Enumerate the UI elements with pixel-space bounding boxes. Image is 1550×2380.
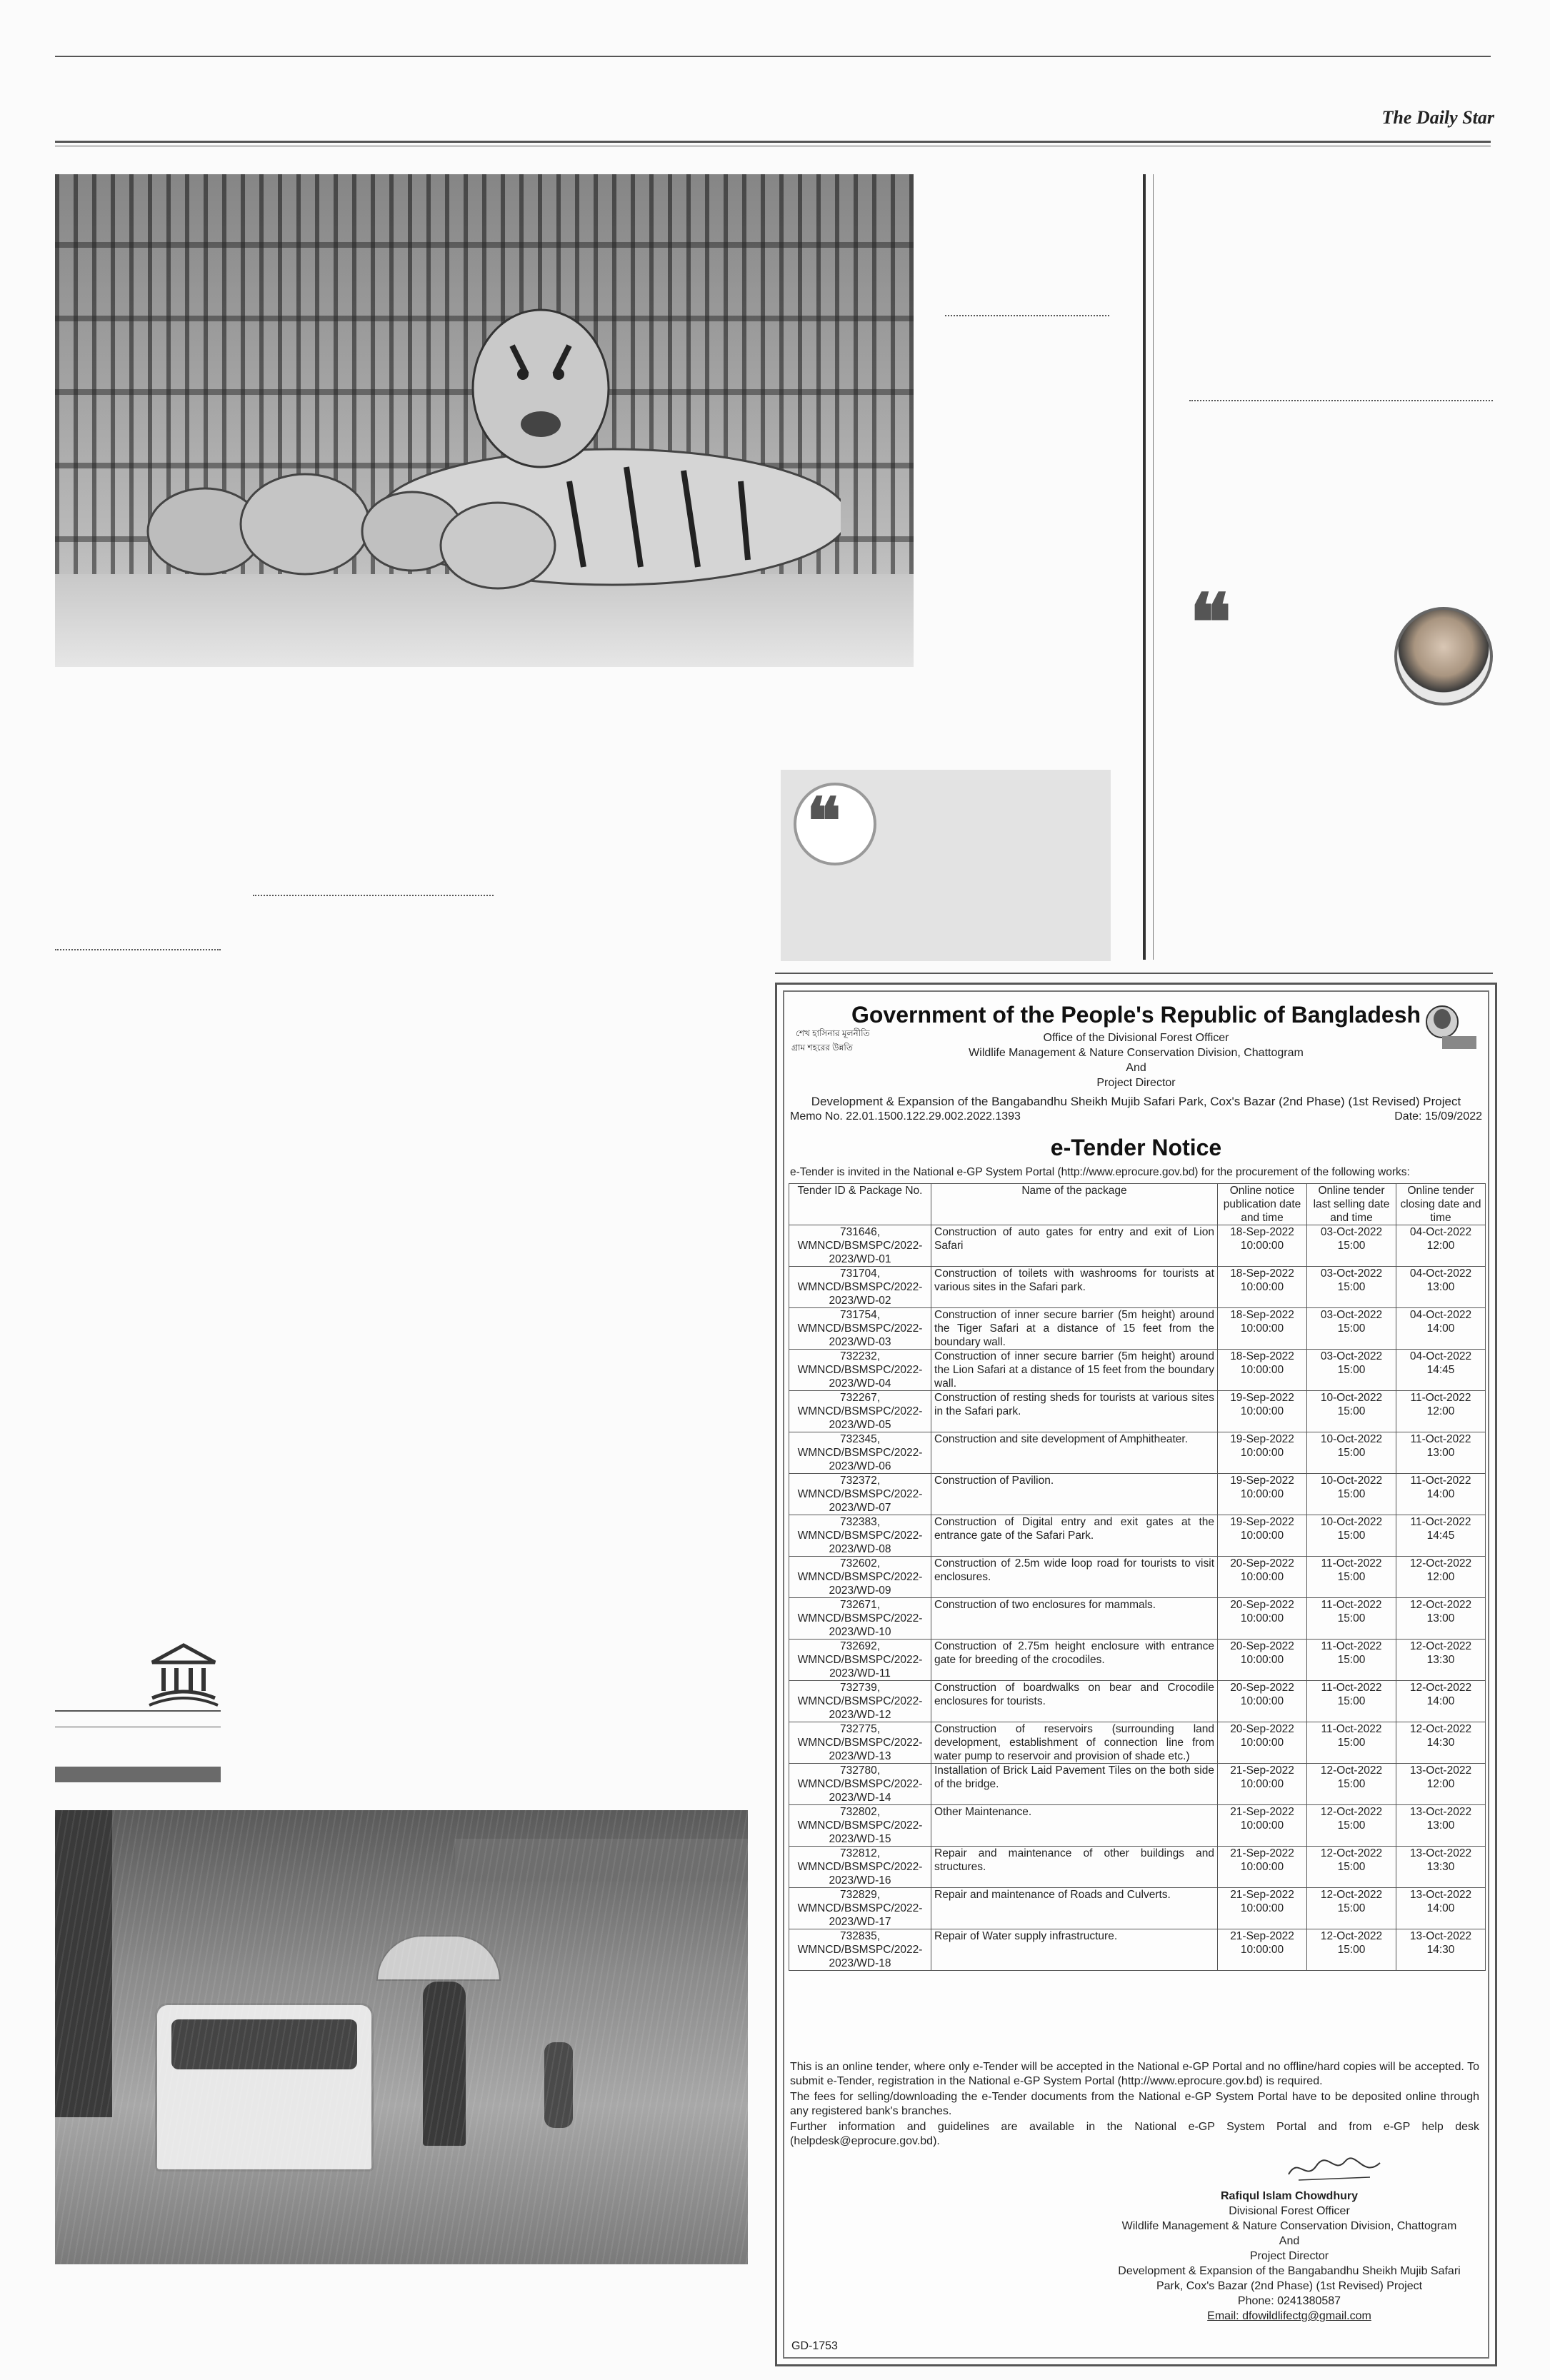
dotted-rule xyxy=(55,949,221,950)
tender-table-header xyxy=(789,1184,1486,1225)
signatory-title: Divisional Forest Officer xyxy=(1229,2205,1350,2217)
package-name: Repair and maintenance of other buildings and structures. xyxy=(931,1847,1218,1888)
closing-date: 11-Oct-2022 13:00 xyxy=(1396,1432,1486,1474)
closing-date: 11-Oct-2022 14:00 xyxy=(1396,1474,1486,1515)
package-name: Construction of 2.5m wide loop road for tourists to visit enclosures. xyxy=(931,1557,1218,1598)
package-name: Construction of boardwalks on bear and Crocodile enclosures for tourists. xyxy=(931,1681,1218,1722)
tender-notice xyxy=(775,983,1497,2366)
notice-government: Government of the People's Republic of Bangladesh xyxy=(851,1002,1421,1028)
bank-icon xyxy=(146,1641,221,1707)
publication-date: 21-Sep-2022 10:00:00 xyxy=(1218,1929,1307,1971)
tender-id: 732812, WMNCD/BSMSPC/2022-2023/WD-16 xyxy=(789,1847,931,1888)
tender-id: 732383, WMNCD/BSMSPC/2022-2023/WD-08 xyxy=(789,1515,931,1557)
publication-date: 21-Sep-2022 10:00:00 xyxy=(1218,1805,1307,1847)
publication-date: 18-Sep-2022 10:00:00 xyxy=(1218,1308,1307,1350)
tender-id: 732739, WMNCD/BSMSPC/2022-2023/WD-12 xyxy=(789,1681,931,1722)
column-divider xyxy=(1143,174,1146,960)
closing-date: 12-Oct-2022 12:00 xyxy=(1396,1557,1486,1598)
selling-date: 12-Oct-2022 15:00 xyxy=(1307,1805,1396,1847)
tender-id: 732232, WMNCD/BSMSPC/2022-2023/WD-04 xyxy=(789,1350,931,1391)
bangla-slogan-2: গ্রাম শহরের উন্নতি xyxy=(791,1043,853,1053)
table-row xyxy=(789,1598,1486,1640)
closing-date: 04-Oct-2022 14:45 xyxy=(1396,1350,1486,1391)
notice-office: Office of the Divisional Forest Officer xyxy=(1043,1032,1229,1044)
table-row xyxy=(789,1888,1486,1929)
selling-date: 03-Oct-2022 15:00 xyxy=(1307,1225,1396,1267)
closing-date: 13-Oct-2022 14:30 xyxy=(1396,1929,1486,1971)
header-id: Tender ID & Package No. xyxy=(789,1184,931,1225)
tender-id: 731704, WMNCD/BSMSPC/2022-2023/WD-02 xyxy=(789,1267,931,1308)
closing-date: 11-Oct-2022 14:45 xyxy=(1396,1515,1486,1557)
package-name: Repair and maintenance of Roads and Culverts. xyxy=(931,1888,1218,1929)
notice-project: Development & Expansion of the Bangabandhu Sheikh Mujib Safari Park, Cox's Bazar (2nd Phase) (1st Revised) Project xyxy=(811,1095,1461,1108)
table-row xyxy=(789,1847,1486,1888)
closing-date: 12-Oct-2022 13:30 xyxy=(1396,1640,1486,1681)
notice-footnote-1: This is an online tender, where only e-Tender will be accepted in the National e-GP Portal and no offline/hard copies will be accepted. To submit e-Tender, registration in the National e-GP System Portal (http://www.eprocure.gov.bd) is required. xyxy=(790,2061,1479,2087)
tender-id: 732835, WMNCD/BSMSPC/2022-2023/WD-18 xyxy=(789,1929,931,1971)
tender-table-body xyxy=(789,1225,1486,1971)
selling-date: 03-Oct-2022 15:00 xyxy=(1307,1350,1396,1391)
notice-division: Wildlife Management & Nature Conservation Division, Chattogram xyxy=(969,1047,1304,1059)
tender-id: 732692, WMNCD/BSMSPC/2022-2023/WD-11 xyxy=(789,1640,931,1681)
header-closing: Online tender closing date and time xyxy=(1396,1184,1486,1225)
tiger-photo xyxy=(55,174,914,667)
notice-intro: e-Tender is invited in the National e-GP System Portal (http://www.eprocure.gov.bd) for the procurement of the following works: xyxy=(790,1166,1410,1178)
selling-date: 12-Oct-2022 15:00 xyxy=(1307,1929,1396,1971)
publication-date: 18-Sep-2022 10:00:00 xyxy=(1218,1350,1307,1391)
columnist-avatar xyxy=(1394,607,1493,706)
selling-date: 11-Oct-2022 15:00 xyxy=(1307,1640,1396,1681)
selling-date: 12-Oct-2022 15:00 xyxy=(1307,1764,1396,1805)
closing-date: 13-Oct-2022 12:00 xyxy=(1396,1764,1486,1805)
tender-id: 732802, WMNCD/BSMSPC/2022-2023/WD-15 xyxy=(789,1805,931,1847)
quote-icon: ❝ xyxy=(806,787,841,858)
signatory-pd: Project Director xyxy=(1249,2250,1329,2262)
notice-memo: Memo No. 22.01.1500.122.29.002.2022.1393 xyxy=(790,1110,1021,1123)
selling-date: 03-Oct-2022 15:00 xyxy=(1307,1308,1396,1350)
table-row xyxy=(789,1474,1486,1515)
publication-date: 20-Sep-2022 10:00:00 xyxy=(1218,1722,1307,1764)
quote-icon: ❝ xyxy=(1189,580,1232,667)
header-name: Name of the package xyxy=(931,1184,1218,1225)
notice-heading: e-Tender Notice xyxy=(1050,1135,1222,1160)
tender-id: 732602, WMNCD/BSMSPC/2022-2023/WD-09 xyxy=(789,1557,931,1598)
package-name: Construction of toilets with washrooms for tourists at various sites in the Safari park. xyxy=(931,1267,1218,1308)
quote-bubble xyxy=(794,783,876,865)
selling-date: 10-Oct-2022 15:00 xyxy=(1307,1474,1396,1515)
package-name: Construction of inner secure barrier (5m height) around the Tiger Safari at a distance of 15 feet from the boundary wall. xyxy=(931,1308,1218,1350)
closing-date: 11-Oct-2022 12:00 xyxy=(1396,1391,1486,1432)
notice-date: Date: 15/09/2022 xyxy=(1394,1110,1482,1123)
publication-date: 19-Sep-2022 10:00:00 xyxy=(1218,1432,1307,1474)
publication-date: 20-Sep-2022 10:00:00 xyxy=(1218,1681,1307,1722)
tender-id: 732345, WMNCD/BSMSPC/2022-2023/WD-06 xyxy=(789,1432,931,1474)
tender-id: 732780, WMNCD/BSMSPC/2022-2023/WD-14 xyxy=(789,1764,931,1805)
pull-quote-box xyxy=(781,770,1111,961)
publication-date: 20-Sep-2022 10:00:00 xyxy=(1218,1557,1307,1598)
notice-and: And xyxy=(1126,1062,1146,1074)
package-name: Construction of Pavilion. xyxy=(931,1474,1218,1515)
rain-photo xyxy=(55,1810,748,2264)
selling-date: 11-Oct-2022 15:00 xyxy=(1307,1722,1396,1764)
signatory-block xyxy=(1104,2189,1475,2324)
signatory-and: And xyxy=(1279,2235,1300,2247)
closing-date: 12-Oct-2022 13:00 xyxy=(1396,1598,1486,1640)
selling-date: 11-Oct-2022 15:00 xyxy=(1307,1557,1396,1598)
publication-date: 20-Sep-2022 10:00:00 xyxy=(1218,1598,1307,1640)
package-name: Construction of inner secure barrier (5m height) around the Lion Safari at a distance of 15 feet from the boundary wall. xyxy=(931,1350,1218,1391)
closing-date: 04-Oct-2022 12:00 xyxy=(1396,1225,1486,1267)
masthead: The Daily Star xyxy=(1381,107,1494,128)
dotted-rule xyxy=(1189,400,1493,401)
table-row xyxy=(789,1391,1486,1432)
signatory-division: Wildlife Management & Nature Conservation Division, Chattogram xyxy=(1121,2220,1457,2232)
sidebar-rule xyxy=(55,1710,221,1712)
selling-date: 12-Oct-2022 15:00 xyxy=(1307,1888,1396,1929)
publication-date: 20-Sep-2022 10:00:00 xyxy=(1218,1640,1307,1681)
publication-date: 21-Sep-2022 10:00:00 xyxy=(1218,1764,1307,1805)
notice-footnote-3: Further information and guidelines are available in the National e-GP System Portal and from e-GP help desk (helpdesk@eprocure.gov.bd). xyxy=(790,2121,1479,2147)
table-row xyxy=(789,1929,1486,1971)
closing-date: 04-Oct-2022 13:00 xyxy=(1396,1267,1486,1308)
notice-frame xyxy=(783,990,1489,2359)
tender-id: 732775, WMNCD/BSMSPC/2022-2023/WD-13 xyxy=(789,1722,931,1764)
package-name: Construction of Digital entry and exit gates at the entrance gate of the Safari Park. xyxy=(931,1515,1218,1557)
publication-date: 21-Sep-2022 10:00:00 xyxy=(1218,1847,1307,1888)
selling-date: 10-Oct-2022 15:00 xyxy=(1307,1391,1396,1432)
notice-footnote-2: The fees for selling/downloading the e-Tender documents from the National e-GP System Portal have to be deposited online through any registered bank's branches. xyxy=(790,2091,1479,2117)
tender-id: 731754, WMNCD/BSMSPC/2022-2023/WD-03 xyxy=(789,1308,931,1350)
table-row xyxy=(789,1225,1486,1267)
table-row xyxy=(789,1640,1486,1681)
tender-id: 732267, WMNCD/BSMSPC/2022-2023/WD-05 xyxy=(789,1391,931,1432)
signatory-name: Rafiqul Islam Chowdhury xyxy=(1220,2190,1358,2202)
selling-date: 10-Oct-2022 15:00 xyxy=(1307,1432,1396,1474)
publication-date: 19-Sep-2022 10:00:00 xyxy=(1218,1474,1307,1515)
tender-id: 731646, WMNCD/BSMSPC/2022-2023/WD-01 xyxy=(789,1225,931,1267)
table-row xyxy=(789,1764,1486,1805)
table-row xyxy=(789,1722,1486,1764)
table-row xyxy=(789,1557,1486,1598)
table-row xyxy=(789,1681,1486,1722)
gd-number: GD-1753 xyxy=(791,2340,838,2352)
package-name: Construction of two enclosures for mammals. xyxy=(931,1598,1218,1640)
signatory-email[interactable]: Email: dfowildlifectg@gmail.com xyxy=(1207,2310,1371,2322)
package-name: Construction of resting sheds for tourists at various sites in the Safari park. xyxy=(931,1391,1218,1432)
tender-id: 732671, WMNCD/BSMSPC/2022-2023/WD-10 xyxy=(789,1598,931,1640)
selling-date: 10-Oct-2022 15:00 xyxy=(1307,1515,1396,1557)
publication-date: 21-Sep-2022 10:00:00 xyxy=(1218,1888,1307,1929)
header-selling: Online tender last selling date and time xyxy=(1307,1184,1396,1225)
notice-project-director: Project Director xyxy=(1096,1077,1176,1089)
closing-date: 13-Oct-2022 13:00 xyxy=(1396,1805,1486,1847)
closing-date: 12-Oct-2022 14:30 xyxy=(1396,1722,1486,1764)
table-row xyxy=(789,1515,1486,1557)
publication-date: 19-Sep-2022 10:00:00 xyxy=(1218,1391,1307,1432)
package-name: Installation of Brick Laid Pavement Tiles on the both side of the bridge. xyxy=(931,1764,1218,1805)
package-name: Construction of 2.75m height enclosure with entrance gate for breeding of the crocodiles. xyxy=(931,1640,1218,1681)
table-row xyxy=(789,1267,1486,1308)
sidebar-bar xyxy=(55,1767,221,1782)
selling-date: 11-Oct-2022 15:00 xyxy=(1307,1598,1396,1640)
publication-date: 19-Sep-2022 10:00:00 xyxy=(1218,1515,1307,1557)
top-rule xyxy=(55,56,1491,57)
tender-table xyxy=(789,1183,1486,1971)
table-row xyxy=(789,1350,1486,1391)
signatory-project: Development & Expansion of the Bangabandhu Sheikh Mujib Safari Park, Cox's Bazar (2nd Phase) (1st Revised) Project xyxy=(1118,2265,1461,2292)
header-publication: Online notice publication date and time xyxy=(1218,1184,1307,1225)
package-name: Construction of reservoirs (surrounding land development, establishment of connection line from water pump to reservoir and provision of shade etc.) xyxy=(931,1722,1218,1764)
closing-date: 13-Oct-2022 14:00 xyxy=(1396,1888,1486,1929)
table-row xyxy=(789,1805,1486,1847)
tender-id: 732372, WMNCD/BSMSPC/2022-2023/WD-07 xyxy=(789,1474,931,1515)
closing-date: 13-Oct-2022 13:30 xyxy=(1396,1847,1486,1888)
section-rule xyxy=(775,973,1493,974)
selling-date: 03-Oct-2022 15:00 xyxy=(1307,1267,1396,1308)
closing-date: 12-Oct-2022 14:00 xyxy=(1396,1681,1486,1722)
selling-date: 11-Oct-2022 15:00 xyxy=(1307,1681,1396,1722)
package-name: Construction and site development of Amphitheater. xyxy=(931,1432,1218,1474)
publication-date: 18-Sep-2022 10:00:00 xyxy=(1218,1225,1307,1267)
header-rule-1 xyxy=(55,141,1491,143)
tigers-illustration xyxy=(126,281,841,596)
dotted-rule xyxy=(945,315,1109,316)
table-row xyxy=(789,1432,1486,1474)
package-name: Repair of Water supply infrastructure. xyxy=(931,1929,1218,1971)
selling-date: 12-Oct-2022 15:00 xyxy=(1307,1847,1396,1888)
rain-overlay xyxy=(55,1810,748,2264)
package-name: Other Maintenance. xyxy=(931,1805,1218,1847)
package-name: Construction of auto gates for entry and exit of Lion Safari xyxy=(931,1225,1218,1267)
column-divider-thin xyxy=(1153,174,1154,960)
signature xyxy=(1284,2153,1384,2184)
table-row xyxy=(789,1308,1486,1350)
signatory-phone: Phone: 0241380587 xyxy=(1237,2295,1341,2307)
closing-date: 04-Oct-2022 14:00 xyxy=(1396,1308,1486,1350)
publication-date: 18-Sep-2022 10:00:00 xyxy=(1218,1267,1307,1308)
dotted-rule xyxy=(253,895,494,896)
bangla-slogan-1: শেখ হাসিনার মূলনীতি xyxy=(796,1028,870,1038)
tender-id: 732829, WMNCD/BSMSPC/2022-2023/WD-17 xyxy=(789,1888,931,1929)
